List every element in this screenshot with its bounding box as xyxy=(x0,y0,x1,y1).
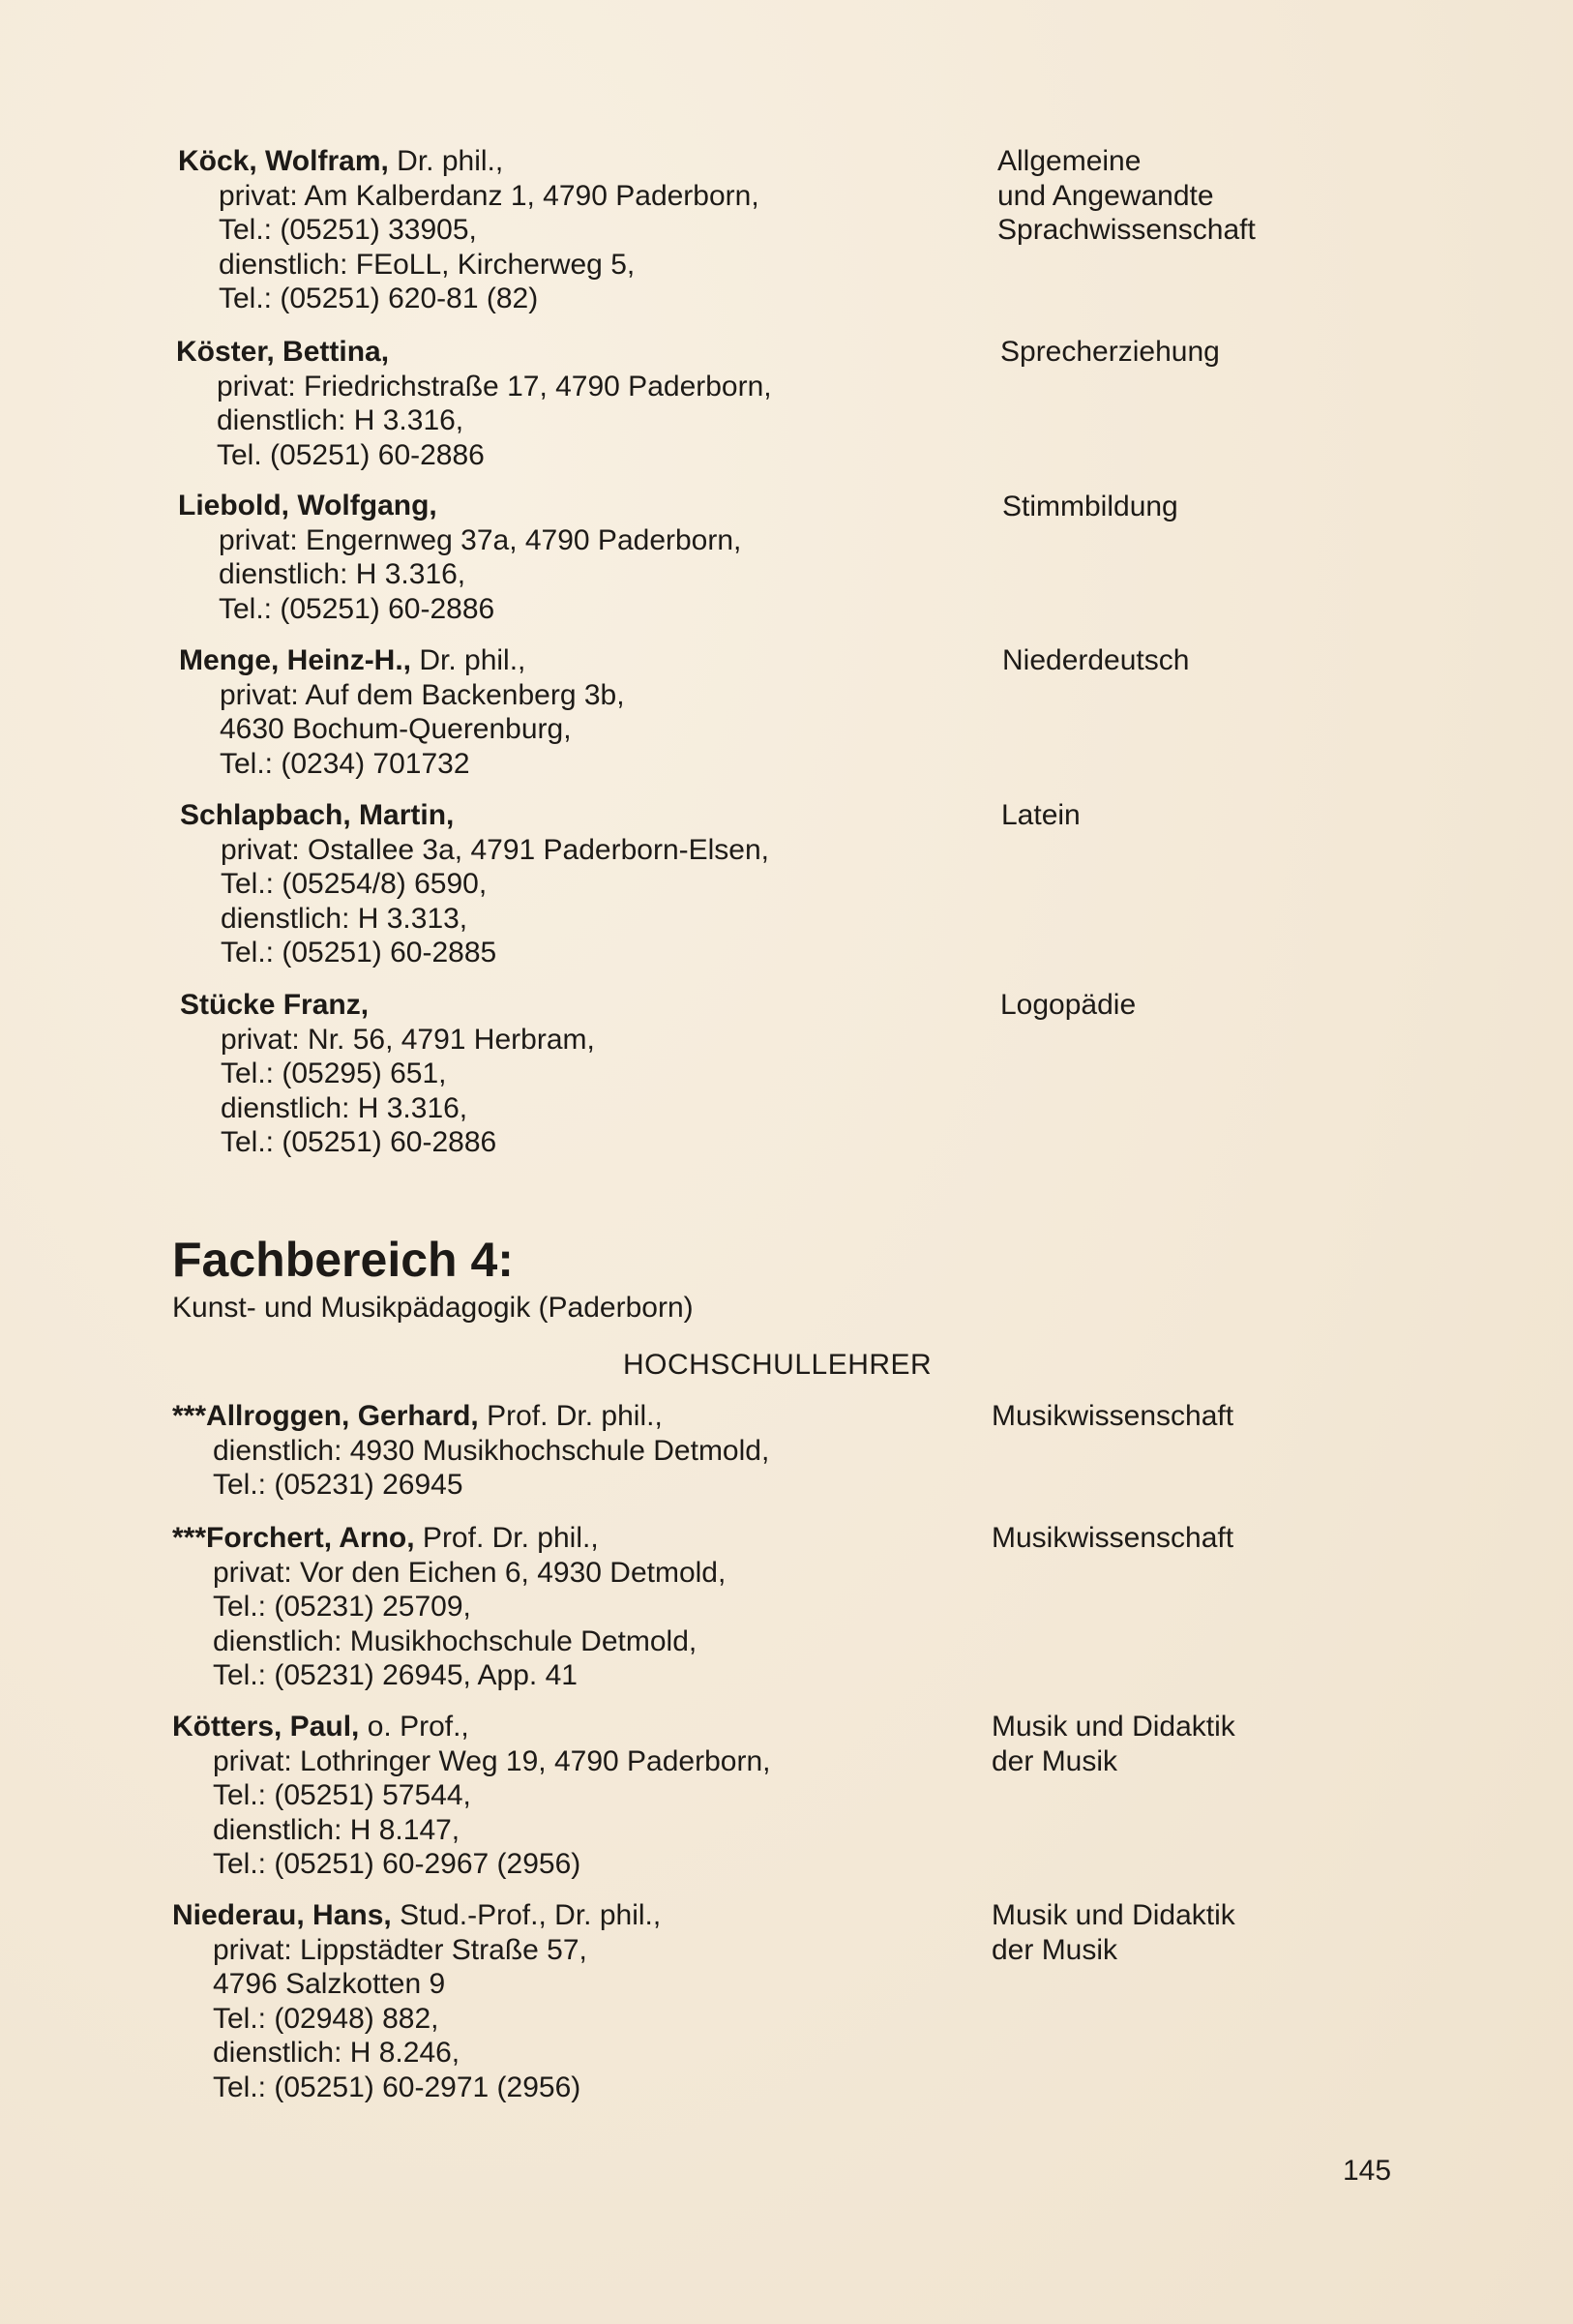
entry-line: privat: Nr. 56, 4791 Herbram, xyxy=(221,1023,595,1056)
entry-line: dienstlich: Musikhochschule Detmold, xyxy=(213,1624,697,1657)
entry-line: privat: Engernweg 37a, 4790 Paderborn, xyxy=(219,523,742,556)
person-title: Stud.-Prof., Dr. phil., xyxy=(391,1899,662,1931)
entry-line: privat: Am Kalberdanz 1, 4790 Paderborn, xyxy=(219,179,759,212)
entry-line: Tel.: (05251) 60-2886 xyxy=(221,1126,497,1158)
entry-line: Tel.: (05251) 620-81 (82) xyxy=(219,283,539,314)
entry-line: dienstlich: 4930 Musikhochschule Detmold, xyxy=(213,1434,770,1467)
entry-line: privat: Friedrichstraße 17, 4790 Paderborn, xyxy=(217,370,772,402)
entry-line: Tel.: (05231) 25709, xyxy=(213,1591,471,1623)
entry-line: 4796 Salzkotten 9 xyxy=(213,1968,446,2000)
entry-line: Tel.: (05231) 26945, App. 41 xyxy=(213,1659,578,1691)
entry-line: dienstlich: H 8.147, xyxy=(213,1813,460,1846)
subject-label: Musik und Didaktik der Musik xyxy=(992,1899,1235,1966)
entry-line: dienstlich: FEoLL, Kircherweg 5, xyxy=(219,248,636,281)
faculty-entry xyxy=(178,144,759,316)
entry-line: Tel.: (05251) 60-2967 (2956) xyxy=(213,1848,581,1880)
faculty-entry xyxy=(180,988,595,1160)
subject-label: Niederdeutsch xyxy=(1002,644,1190,676)
entry-line: Tel.: (05251) 60-2971 (2956) xyxy=(213,2071,581,2103)
entry-line: Tel.: (05295) 651, xyxy=(221,1058,447,1089)
subject-label: Musikwissenschaft xyxy=(992,1522,1234,1554)
page-number: 145 xyxy=(1343,2155,1392,2187)
subject-label: Musikwissenschaft xyxy=(992,1400,1234,1432)
faculty-entry xyxy=(180,798,769,970)
entry-line: dienstlich: H 3.316, xyxy=(219,558,466,590)
faculty-entry xyxy=(179,643,625,781)
entry-line: Tel.: (05254/8) 6590, xyxy=(221,868,488,900)
entry-line: Tel.: (05251) 33905, xyxy=(219,214,477,246)
entry-line: Tel.: (02948) 882, xyxy=(213,2002,439,2035)
faculty-entry xyxy=(172,1399,769,1503)
person-title: Prof. Dr. phil., xyxy=(478,1400,663,1432)
subject-label: Allgemeine und Angewandte Sprachwissenschaft xyxy=(997,145,1256,246)
entry-line: Tel.: (05251) 57544, xyxy=(213,1779,471,1811)
person-title: Dr. phil., xyxy=(388,145,504,177)
faculty-entry xyxy=(176,335,772,472)
entry-line: Tel.: (05251) 60-2885 xyxy=(221,937,497,968)
entry-line: Tel.: (05231) 26945 xyxy=(213,1469,463,1501)
person-title: Prof. Dr. phil., xyxy=(414,1522,599,1554)
subject-label: Sprecherziehung xyxy=(1000,336,1220,368)
person-name: Köster, Bettina, xyxy=(176,336,390,368)
person-name: Stücke Franz, xyxy=(180,989,370,1021)
entry-line: dienstlich: H 8.246, xyxy=(213,2037,460,2069)
person-name: Niederau, Hans, xyxy=(172,1899,392,1931)
entry-line: Tel.: (0234) 701732 xyxy=(220,747,470,780)
entry-line: privat: Auf dem Backenberg 3b, xyxy=(220,678,625,711)
person-title: Dr. phil., xyxy=(411,644,526,676)
subject-label: Logopädie xyxy=(1000,989,1137,1021)
section-heading: Fachbereich 4: xyxy=(172,1233,514,1287)
person-name: ***Forchert, Arno, xyxy=(172,1522,415,1554)
person-name: Menge, Heinz-H., xyxy=(179,644,412,676)
person-name: Liebold, Wolfgang, xyxy=(178,490,437,521)
subject-label: Stimmbildung xyxy=(1002,491,1178,522)
faculty-entry xyxy=(172,1710,770,1882)
entry-line: privat: Lothringer Weg 19, 4790 Paderborn, xyxy=(213,1744,771,1777)
faculty-entry xyxy=(178,489,741,626)
person-title: o. Prof., xyxy=(359,1711,469,1743)
entry-line: Tel.: (05251) 60-2886 xyxy=(219,592,495,625)
entry-line: privat: Lippstädter Straße 57, xyxy=(213,1933,587,1966)
faculty-entry xyxy=(172,1521,726,1693)
entry-line: dienstlich: H 3.316, xyxy=(217,404,464,436)
subject-label: Latein xyxy=(1001,799,1081,831)
entry-line: 4630 Bochum-Querenburg, xyxy=(220,713,572,745)
faculty-entry xyxy=(172,1898,661,2104)
subject-label: Musik und Didaktik der Musik xyxy=(992,1711,1235,1777)
entry-line: dienstlich: H 3.313, xyxy=(221,902,468,935)
entry-line: dienstlich: H 3.316, xyxy=(221,1091,468,1124)
entry-line: privat: Ostallee 3a, 4791 Paderborn-Elsen, xyxy=(221,833,769,866)
group-heading: HOCHSCHULLEHRER xyxy=(623,1349,933,1381)
person-name: Schlapbach, Martin, xyxy=(180,799,455,831)
entry-line: Tel. (05251) 60-2886 xyxy=(217,438,485,471)
person-name: Köck, Wolfram, xyxy=(178,145,389,177)
person-name: Kötters, Paul, xyxy=(172,1711,360,1743)
section-subheading: Kunst- und Musikpädagogik (Paderborn) xyxy=(172,1292,694,1324)
person-name: ***Allroggen, Gerhard, xyxy=(172,1400,479,1432)
entry-line: privat: Vor den Eichen 6, 4930 Detmold, xyxy=(213,1556,727,1589)
